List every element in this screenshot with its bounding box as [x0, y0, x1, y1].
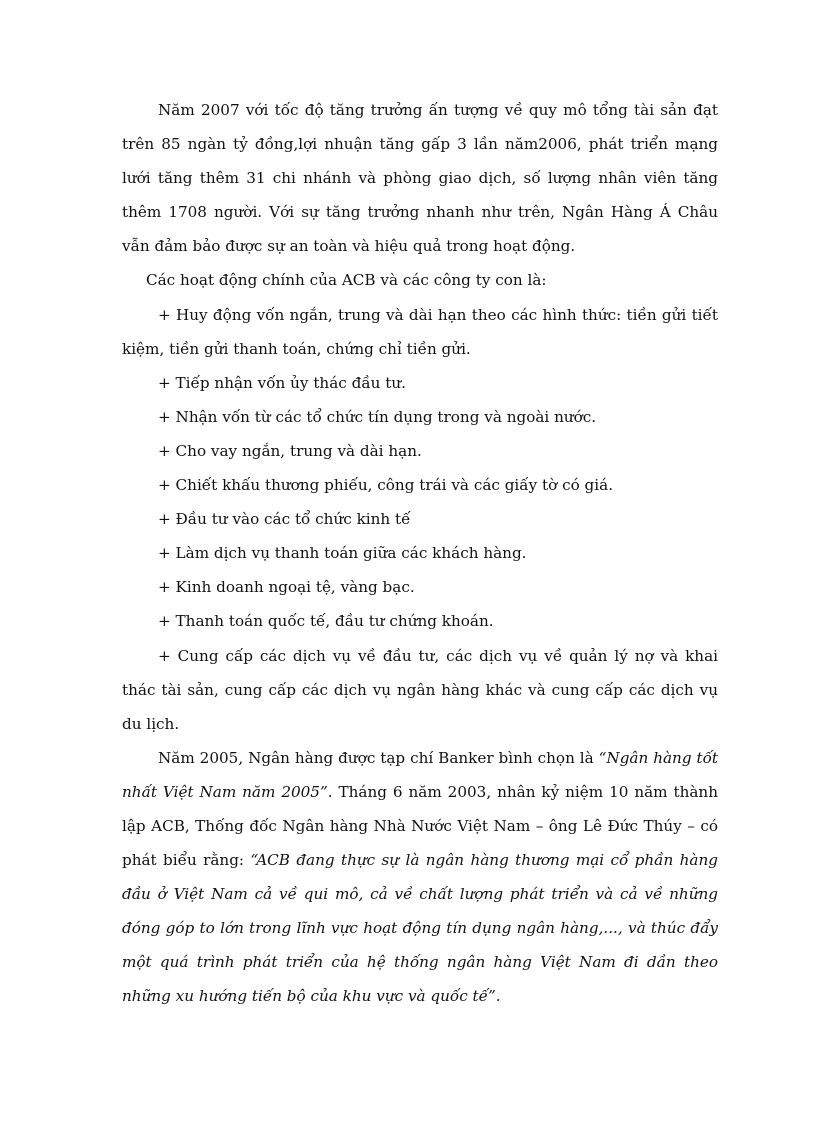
list-item: + Huy động vốn ngắn, trung và dài hạn theo các hình thức: tiền gửi tiết kiệm, tiền gửi thanh toán, chứng chỉ tiền gửi. [122, 305, 718, 358]
list-item: + Đầu tư vào các tổ chức kinh tế [158, 510, 411, 529]
list-item: + Thanh toán quốc tế, đầu tư chứng khoán. [158, 612, 494, 631]
paragraph-growth-2007: Năm 2007 với tốc độ tăng trưởng ấn tượng về quy mô tổng tài sản đạt trên 85 ngàn tỷ đồng,lợi nhuận tăng gấp 3 lần năm2006, phát triển mạng lưới tăng thêm 31 chi nhánh và phòng giao dịch, số lượng nhân viên tăng thêm 1708 người. Với sự tăng trưởng nhanh như trên, Ngân Hàng Á Châu vẫn đảm bảo được sự an toàn và hiệu quả trong hoạt động. [122, 101, 718, 256]
paragraph-award [122, 741, 718, 1014]
list-item: + Kinh doanh ngoại tệ, vàng bạc. [158, 578, 415, 597]
list-item: + Nhận vốn từ các tổ chức tín dụng trong và ngoài nước. [158, 407, 597, 426]
activities-intro: Các hoạt động chính của ACB và các công ty con là: [146, 271, 547, 290]
governor-quote: “ACB đang thực sự là ngân hàng thương mại cổ phần hàng đầu ở Việt Nam cả về qui mô, cả về chất lượng phát triển và cả về những đóng góp to lớn trong lĩnh vực hoạt động tín dụng ngân hàng,..., và thúc đẩy một quá trình phát triển của hệ thống ngân hàng Việt Nam đi dần theo những xu hướng tiến bộ của khu vực và quốc tế” [122, 851, 718, 1006]
award-text-3: . [495, 987, 501, 1006]
list-item: + Cho vay ngắn, trung và dài hạn. [158, 441, 422, 460]
list-item: + Tiếp nhận vốn ủy thác đầu tư. [158, 373, 406, 392]
list-item: + Cung cấp các dịch vụ về đầu tư, các dịch vụ về quản lý nợ và khai thác tài sản, cung cấp các dịch vụ ngân hàng khác và cung cấp các dịch vụ du lịch. [122, 646, 718, 733]
award-text-2: . Tháng 6 năm 2003, nhân kỷ niệm 10 năm thành lập ACB, Thống đốc Ngân hàng Nhà Nước Việt Nam – ông Lê Đức Thúy – có phát biểu rằng: [122, 782, 718, 870]
list-item: + Chiết khấu thương phiếu, công trái và các giấy tờ có giá. [158, 476, 614, 495]
award-quote-banker: “Ngân hàng tốt nhất Việt Nam năm 2005” [122, 748, 718, 801]
list-item: + Làm dịch vụ thanh toán giữa các khách hàng. [158, 544, 527, 563]
award-text-1: Năm 2005, Ngân hàng được tạp chí Banker bình chọn là [158, 748, 599, 767]
document-page [122, 93, 718, 1014]
